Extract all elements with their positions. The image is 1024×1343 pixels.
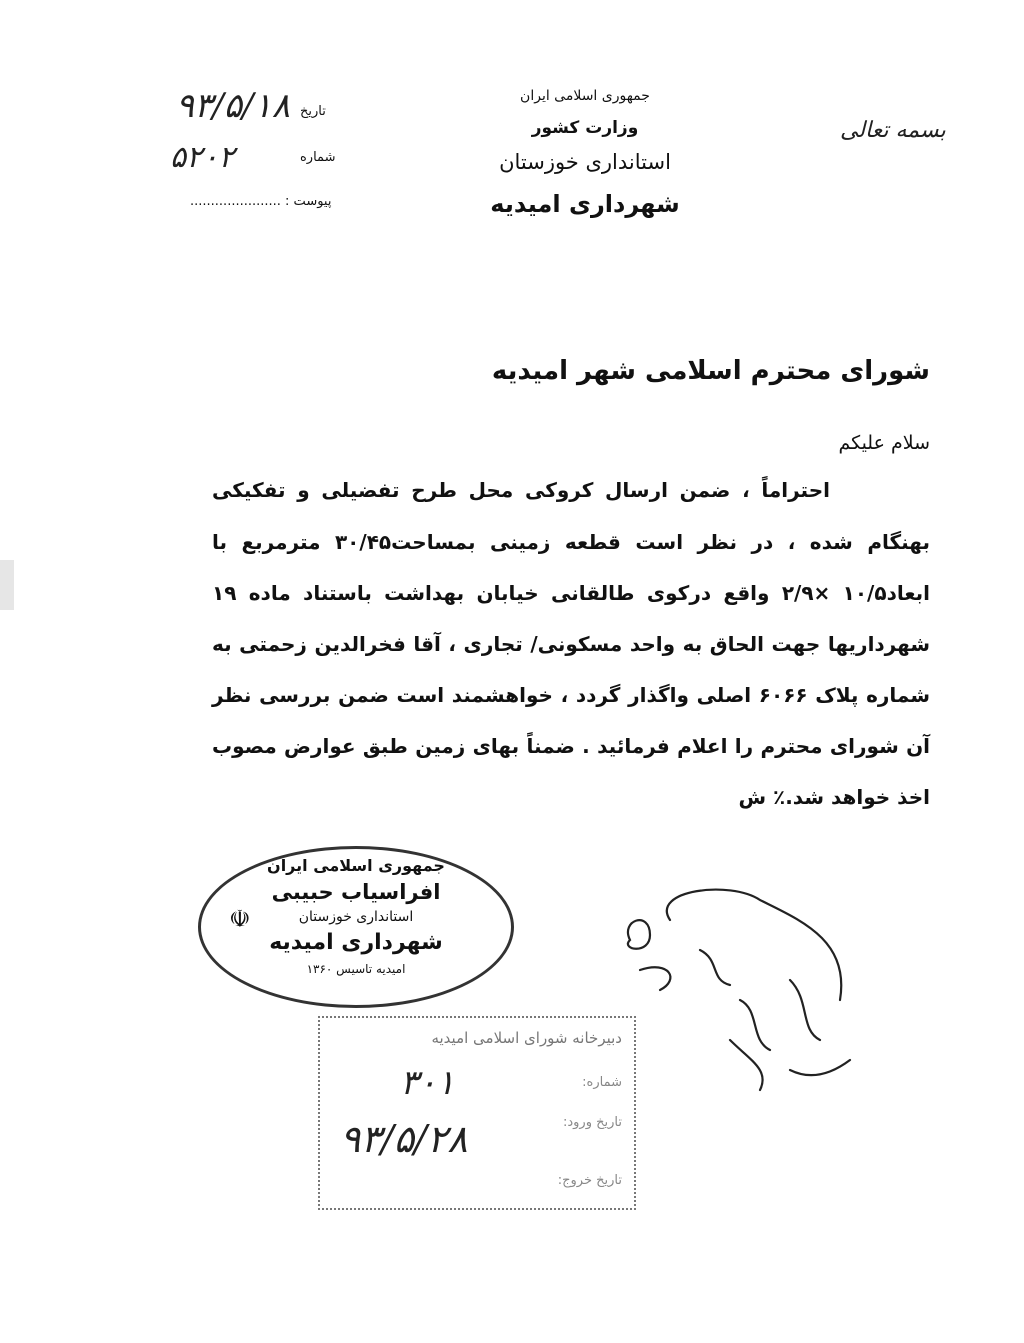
date-value: ۹۳/۵/۱۸ bbox=[175, 86, 290, 126]
body-line: شماره پلاک ۶۰۶۶ اصلی واگذار گردد ، خواهشمند است ضمن بررسی نظر bbox=[212, 683, 930, 707]
body-line: احتراماً ، ضمن ارسال کروکی محل طرح تفضیلی و تفکیکی bbox=[212, 478, 830, 502]
receipt-number-label: شماره: bbox=[582, 1075, 622, 1090]
stamp-middle: استانداری خوزستان bbox=[298, 909, 414, 925]
scan-edge-mark bbox=[0, 560, 14, 610]
body-line: شهرداریها جهت الحاق به واحد مسکونی/ تجاری ، آقا فخرالدین زحمتی به bbox=[212, 632, 930, 656]
stamp-org: شهرداری امیدیه bbox=[269, 930, 443, 955]
stamp-bottom: امیدیه تاسیس ۱۳۶۰ bbox=[306, 962, 406, 976]
letterhead-country: جمهوری اسلامی ایران bbox=[520, 88, 650, 104]
receipt-date-value: ۹۳/۵/۲۸ bbox=[340, 1117, 468, 1161]
body-line: ابعاد۱۰/۵ ×۲/۹ واقع درکوی طالقانی خیابان بهداشت باستناد ماده ۱۹ bbox=[212, 581, 930, 605]
letterhead-ministry: وزارت کشور bbox=[531, 118, 639, 138]
receipt-date-label: تاریخ ورود: bbox=[562, 1115, 622, 1130]
handwriting-stroke bbox=[667, 890, 841, 1000]
receipt-out-label: تاریخ خروج: bbox=[557, 1173, 622, 1188]
receipt-stamp bbox=[318, 1016, 636, 1210]
body-line: اخذ خواهد شد.٪ ش bbox=[738, 785, 930, 809]
emblem-icon: ☫ bbox=[229, 905, 251, 933]
stamp-top-text: جمهوری اسلامی ایران bbox=[267, 856, 445, 875]
date-label: تاریخ bbox=[300, 104, 326, 119]
stamp-name: افراسیاب حبیبی bbox=[271, 880, 441, 904]
receipt-number-value: ۳۰۱ bbox=[400, 1063, 455, 1103]
number-value: ۵۲۰۲ bbox=[170, 140, 235, 175]
letterhead-province: استانداری خوزستان bbox=[499, 150, 671, 174]
attachment-label: پیوست : ...................... bbox=[190, 194, 332, 209]
body-line: آن شورای محترم را اعلام فرمائید . ضمناً بهای زمین طبق عوارض مصوب bbox=[212, 734, 930, 758]
recipient-heading: شورای محترم اسلامی شهر امیدیه bbox=[491, 356, 930, 386]
official-oval-stamp bbox=[198, 846, 514, 1008]
letterhead-municipality: شهرداری امیدیه bbox=[490, 190, 680, 218]
greeting: سلام علیکم bbox=[838, 432, 930, 454]
body-line: بهنگام شده ، در نظر است قطعه زمینی بمساحت۳۰/۴۵ مترمربع با bbox=[212, 530, 930, 554]
handwritten-annotation bbox=[610, 880, 870, 1110]
receipt-title: دبیرخانه شورای اسلامی امیدیه bbox=[431, 1029, 622, 1047]
number-label: شماره bbox=[300, 150, 336, 165]
basmala-handwritten: بسمه تعالی bbox=[840, 118, 946, 143]
